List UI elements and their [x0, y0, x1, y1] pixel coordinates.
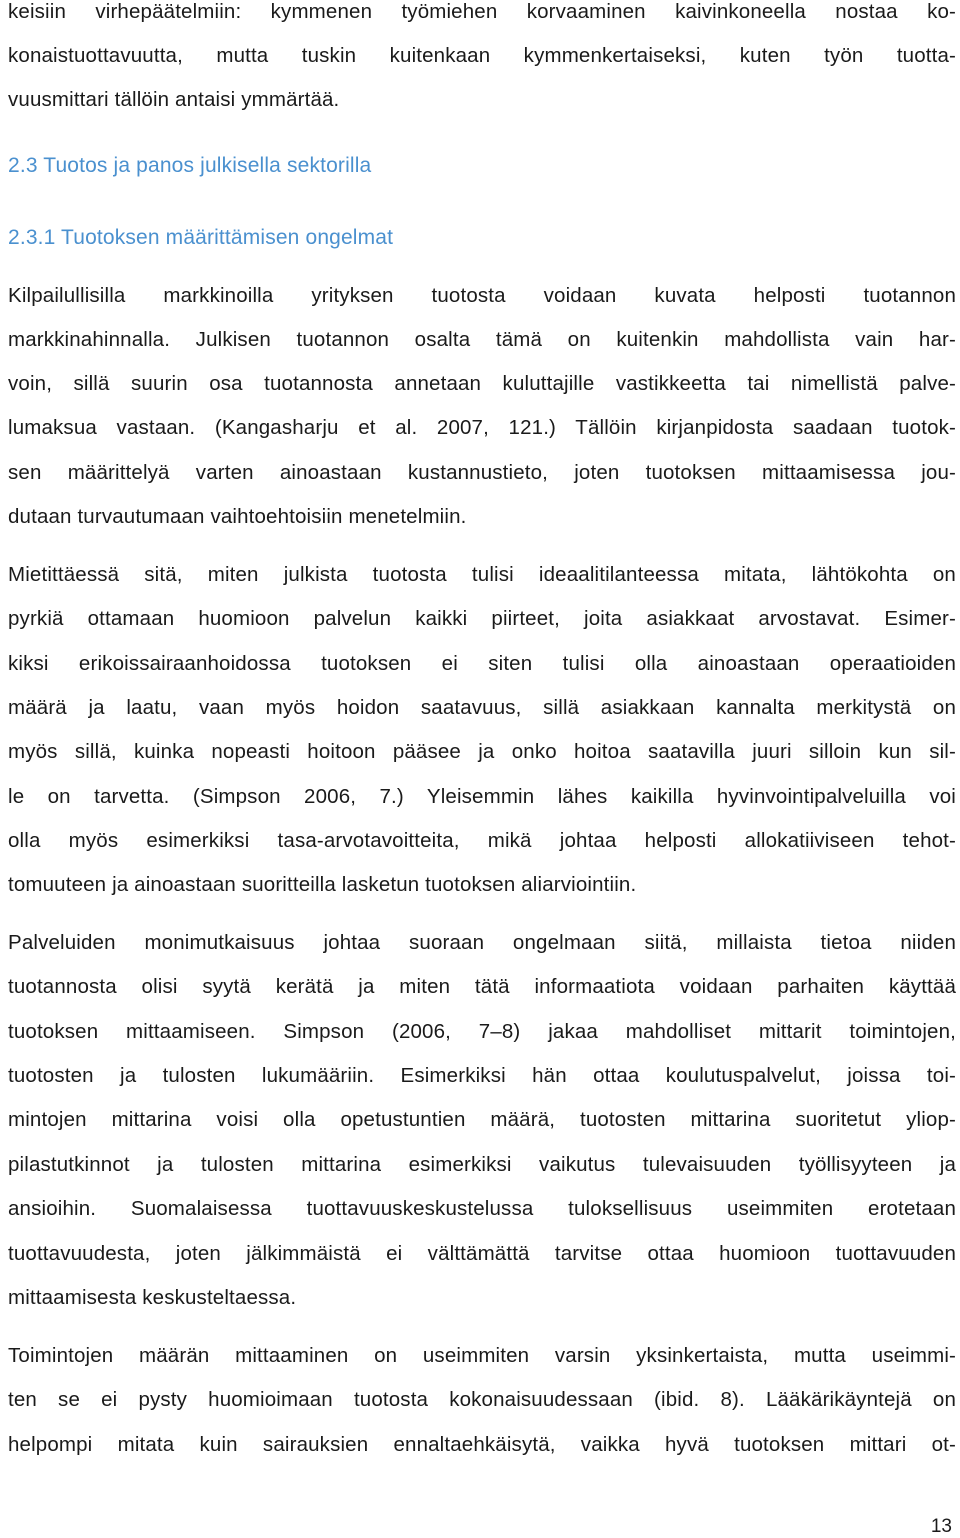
text-line: tomuuteen ja ainoastaan suoritteilla lasketun tuotoksen aliarviointiin. [8, 873, 637, 896]
text-line: ten se ei pysty huomioimaan tuotosta kokonaisuudessaan (ibid. 8). Lääkärikäyntejä on [8, 1388, 956, 1411]
text-line: sen määrittelyä varten ainoastaan kustannustieto, joten tuotoksen mittaamisessa jou- [8, 461, 956, 484]
text-line: mintojen mittarina voisi olla opetustuntien määrä, tuotosten mittarina suoritetut yliop- [8, 1108, 956, 1131]
text-line: voin, sillä suurin osa tuotannosta annetaan kuluttajille vastikkeetta tai nimellistä palve- [8, 372, 956, 395]
text-line: Mietittäessä sitä, miten julkista tuotosta tulisi ideaalitilanteessa mitata, lähtökohta on [8, 563, 956, 586]
text-line: helpompi mitata kuin sairauksien ennaltaehkäisytä, vaikka hyvä tuotoksen mittari ot- [8, 1433, 956, 1456]
text-line: ansioihin. Suomalaisessa tuottavuuskeskustelussa tuloksellisuus useimmiten erotetaan [8, 1197, 956, 1220]
text-line: mittaamisesta keskusteltaessa. [8, 1286, 297, 1309]
text-line: pyrkiä ottamaan huomioon palvelun kaikki piirteet, joita asiakkaat arvostavat. Esimer- [8, 607, 956, 630]
text-line: konaistuottavuutta, mutta tuskin kuitenkaan kymmenkertaiseksi, kuten työn tuotta- [8, 44, 956, 67]
text-line: Kilpailullisilla markkinoilla yrityksen tuotosta voidaan kuvata helposti tuotannon [8, 284, 956, 307]
text-line: lumaksua vastaan. (Kangasharju et al. 2007, 121.) Tällöin kirjanpidosta saadaan tuotok- [8, 416, 956, 439]
text-line: myös sillä, kuinka nopeasti hoitoon pääsee ja onko hoitoa saatavilla juuri silloin kun sil- [8, 740, 956, 763]
text-line: olla myös esimerkiksi tasa-arvotavoitteita, mikä johtaa helposti allokatiiviseen tehot- [8, 829, 956, 852]
text-line: tuotosten ja tulosten lukumääriin. Esimerkiksi hän ottaa koulutuspalvelut, joissa toi- [8, 1064, 956, 1087]
text-line: tuotoksen mittaamiseen. Simpson (2006, 7–8) jakaa mahdolliset mittarit toimintojen, [8, 1020, 956, 1043]
text-line: kiksi erikoissairaanhoidossa tuotoksen ei siten tulisi olla ainoastaan operaatioiden [8, 652, 956, 675]
text-line: tuotannosta olisi syytä kerätä ja miten tätä informaatiota voidaan parhaiten käyttää [8, 975, 956, 998]
page-number: 13 [930, 1516, 952, 1537]
text-line: Palveluiden monimutkaisuus johtaa suoraan ongelmaan siitä, millaista tietoa niiden [8, 931, 956, 954]
text-line: vuusmittari tällöin antaisi ymmärtää. [8, 88, 340, 111]
text-line: Toimintojen määrän mittaaminen on useimmiten varsin yksinkertaista, mutta useimmi- [8, 1344, 956, 1367]
text-line: keisiin virhepäätelmiin: kymmenen työmiehen korvaaminen kaivinkoneella nostaa ko- [8, 0, 956, 23]
text-line: markkinahinnalla. Julkisen tuotannon osalta tämä on kuitenkin mahdollista vain har- [8, 328, 956, 351]
text-line: tuottavuudesta, joten jälkimmäistä ei välttämättä tarvitse ottaa huomioon tuottavuuden [8, 1242, 956, 1265]
text-line: le on tarvetta. (Simpson 2006, 7.) Yleisemmin lähes kaikilla hyvinvointipalveluilla voi [8, 785, 956, 808]
text-line: määrä ja laatu, vaan myös hoidon saatavuus, sillä asiakkaan kannalta merkitystä on [8, 696, 956, 719]
subsection-heading: 2.3.1 Tuotoksen määrittämisen ongelmat [8, 226, 394, 249]
text-line: pilastutkinnot ja tulosten mittarina esimerkiksi vaikutus tulevaisuuden työllisyyteen ja [8, 1153, 956, 1176]
section-heading: 2.3 Tuotos ja panos julkisella sektorilla [8, 154, 372, 177]
text-line: dutaan turvautumaan vaihtoehtoisiin menetelmiin. [8, 505, 467, 528]
